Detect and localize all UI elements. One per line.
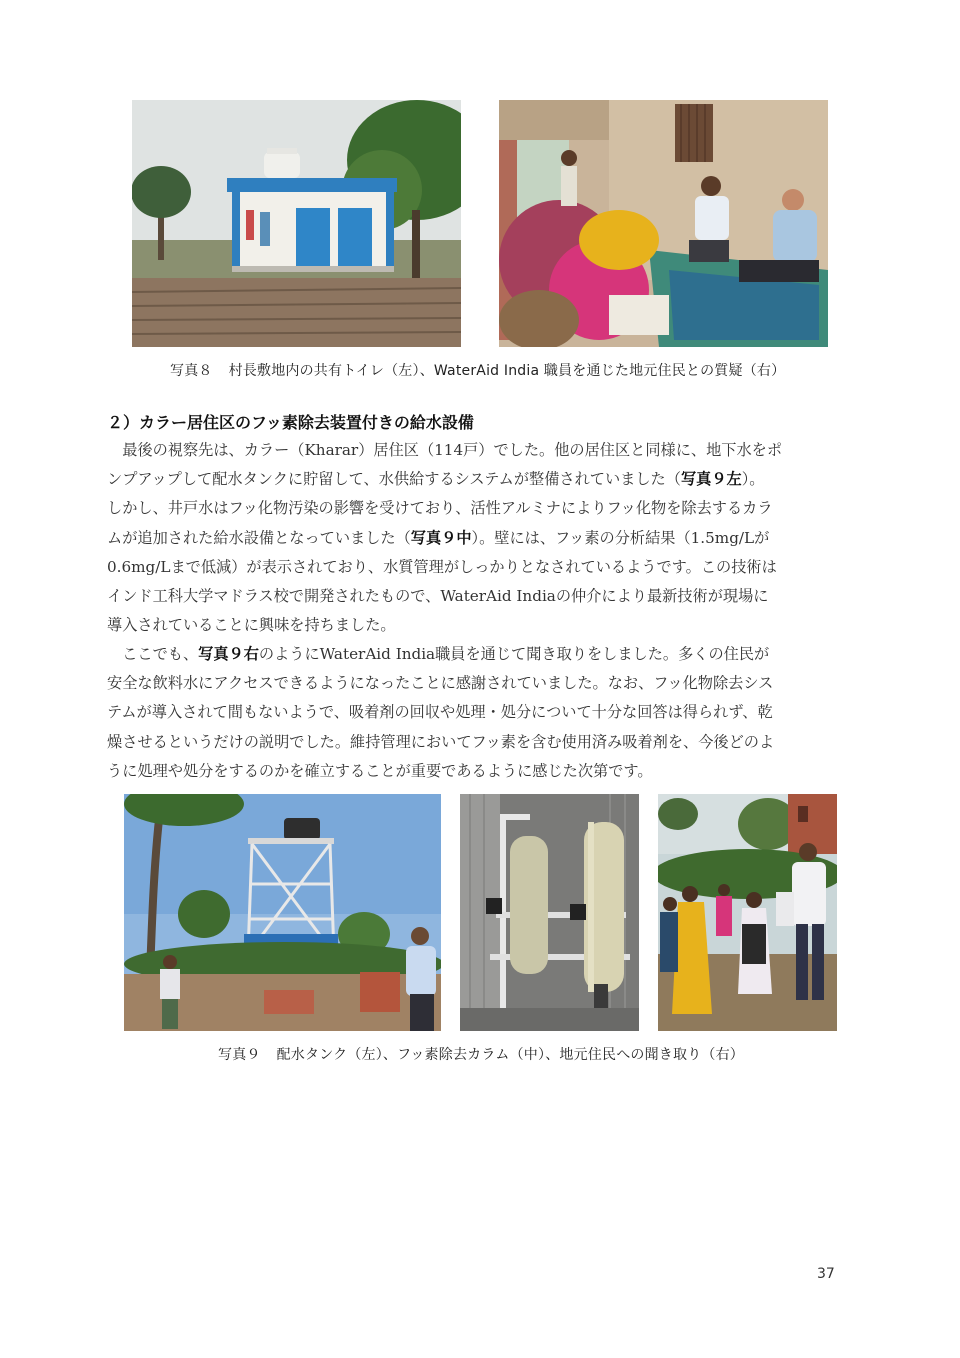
photo-shared-toilet xyxy=(132,100,461,347)
paragraph-1-line-2 xyxy=(107,465,859,494)
paragraph-1-line-2-text: ンプアップして配水タンクに貯留して、水供給するシステムが整備されていました（ xyxy=(107,470,681,489)
paragraph-2-line-1-end: のようにWaterAid India職員を通じて聞き取りをしました。多くの住民が xyxy=(258,645,770,663)
photo-9-middle-reference: 写真９中 xyxy=(410,528,472,547)
section-paragraph-2 xyxy=(107,640,859,786)
photo-9-caption xyxy=(218,1044,744,1064)
section-heading: ２）カラー居住区のフッ素除去装置付きの給水設備 xyxy=(107,413,474,432)
photo-9-caption-number: 写真９ xyxy=(218,1047,261,1063)
paragraph-1-line-5: 0.6mg/Lまで低減）が表示されており、水質管理がしっかりとなされているようです。この技術は xyxy=(107,557,777,576)
paragraph-2-line-5: うに処理や処分をするのかを確立することが重要であるように感じた次第です。 xyxy=(107,761,653,780)
photo-fluoride-column xyxy=(460,794,639,1031)
paragraph-1-line-3: しかし、井戸水はフッ化物汚染の影響を受けており、活性アルミナによりフッ化物を除去するカラ xyxy=(107,499,773,518)
paragraph-1-line-2-end: ）。 xyxy=(741,470,765,489)
paragraph-1-line-4 xyxy=(107,524,859,553)
paragraph-1-line-6: インド工科大学マドラス校で開発されたもので、WaterAid Indiaの仲介により最新技術が現場に xyxy=(107,587,769,606)
paragraph-1-line-1: 最後の視察先は、カラー（Kharar）居住区（114戸）でした。他の居住区と同様に、地下水をポ xyxy=(107,441,783,459)
paragraph-2-line-2: 安全な飲料水にアクセスできるようになったことに感謝されていました。なお、フッ化物除去シス xyxy=(107,674,774,693)
paragraph-1-line-4-end: ）。壁には、フッ素の分析結果（1.5mg/Lが xyxy=(471,528,770,547)
photo-9-left-reference: 写真９左 xyxy=(680,470,742,489)
photo-8-caption xyxy=(170,360,785,380)
photo-9-caption-text: 配水タンク（左）、フッ素除去カラム（中）、地元住民への聞き取り（右） xyxy=(276,1047,745,1063)
paragraph-1-line-7: 導入されていることに興味を持ちました。 xyxy=(107,616,396,635)
paragraph-1-line-4-text: ムが追加された給水設備となっていました（ xyxy=(107,528,411,547)
page-number: 37 xyxy=(817,1266,835,1282)
photo-community-meeting xyxy=(499,100,828,347)
paragraph-2-line-3: テムが導入されて間もないようで、吸着剤の回収や処理・処分について十分な回答は得られず、乾 xyxy=(107,703,773,722)
section-paragraph-1 xyxy=(107,436,859,640)
photo-resident-interview xyxy=(658,794,837,1031)
photo-water-tank xyxy=(124,794,441,1031)
paragraph-2-line-4: 燥させるというだけの説明でした。維持管理においてフッ素を含む使用済み吸着剤を、今後どのよ xyxy=(107,732,775,751)
photo-9-right-reference: 写真９右 xyxy=(198,645,259,663)
photo-8-caption-text: 村長敷地内の共有トイレ（左）、WaterAid India 職員を通じた地元住民との質疑（右） xyxy=(228,363,786,379)
paragraph-2-line-1-text: ここでも、 xyxy=(107,645,199,663)
photo-8-caption-number: 写真８ xyxy=(170,363,213,379)
paragraph-2-line-1 xyxy=(107,640,859,669)
